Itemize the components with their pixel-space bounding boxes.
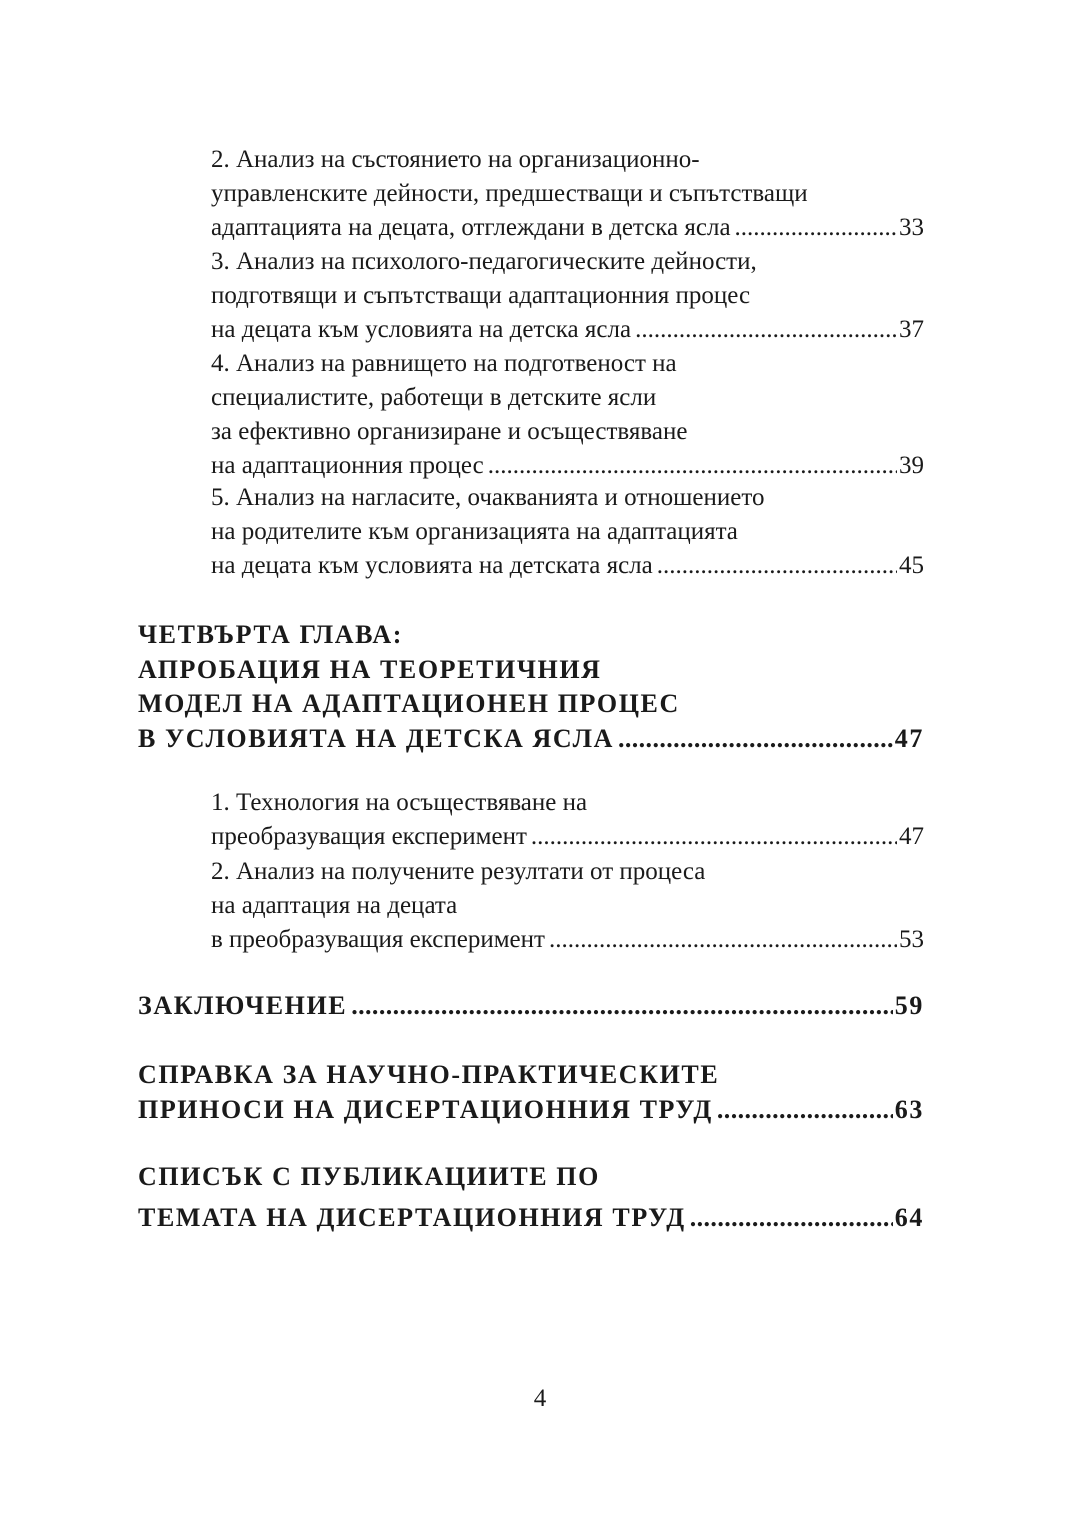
toc-line: 4. Анализ на равнището на подготвеност на (211, 350, 677, 377)
toc-page-number: 37 (899, 316, 924, 343)
toc-entry-title: на децата към условията на детска ясла (211, 316, 632, 343)
toc-page-number: 59 (894, 991, 924, 1020)
toc-conclusion[interactable] (138, 989, 924, 1024)
toc-line: 1. Технология на осъществяване на (211, 789, 588, 816)
toc-page-number: 47 (899, 823, 924, 850)
toc-line: 2. Анализ на състоянието на организационно- (211, 146, 700, 173)
toc-line: на родителите към организацията на адаптацията (211, 518, 738, 545)
dot-leader (351, 989, 893, 1024)
toc-page-number: 47 (894, 724, 924, 754)
chapter-heading-line: ЧЕТВЪРТА ГЛАВА: (138, 620, 404, 649)
dot-leader (549, 923, 897, 957)
toc-page-number: 64 (894, 1202, 924, 1232)
toc-line: 2. Анализ на получените резултати от процеса (211, 858, 706, 885)
toc-line: 3. Анализ на психолого-педагогическите дейности, (211, 248, 757, 275)
toc-page-number: 39 (899, 452, 924, 479)
toc-line: на адаптация на децата (211, 892, 458, 919)
chapter-heading-line: МОДЕЛ НА АДАПТАЦИОНЕН ПРОЦЕС (138, 689, 680, 719)
toc-item-3-4[interactable] (211, 347, 924, 483)
toc-line: за ефективно организиране и осъществяване (211, 418, 688, 445)
toc-entry-title: В УСЛОВИЯТА НА ДЕТСКА ЯСЛА (138, 724, 614, 754)
toc-page-number: 33 (899, 214, 924, 241)
dot-leader (488, 449, 897, 483)
toc-entry-row (211, 549, 924, 583)
toc-entry-row (211, 820, 924, 854)
toc-entry-title: на децата към условията на детската ясла (211, 552, 653, 579)
dot-leader (690, 1201, 893, 1236)
toc-entry-row (138, 989, 924, 1024)
dot-leader (635, 313, 897, 347)
toc-entry-title: на адаптационния процес (211, 452, 484, 479)
toc-page-number: 45 (899, 552, 924, 579)
page-number: 4 (533, 1385, 547, 1412)
toc-entry-row (138, 1201, 924, 1236)
toc-entry-row (211, 449, 924, 483)
toc-line: подготвящи и съпътстващи адаптационния процес (211, 282, 751, 309)
toc-publications[interactable] (138, 1160, 924, 1235)
toc-entry-title: ЗАКЛЮЧЕНИЕ (138, 991, 348, 1020)
toc-entry-title: в преобразуващия експеримент (211, 926, 545, 953)
chapter-heading-line: АПРОБАЦИЯ НА ТЕОРЕТИЧНИЯ (138, 654, 602, 684)
toc-item-4-2[interactable] (211, 855, 924, 957)
toc-item-3-3[interactable] (211, 245, 924, 347)
dot-leader (735, 211, 897, 245)
toc-entry-title: преобразуващия експеримент (211, 823, 527, 850)
toc-page-number: 63 (894, 1094, 924, 1124)
chapter-heading-line: СПРАВКА ЗА НАУЧНО-ПРАКТИЧЕСКИТЕ (138, 1060, 720, 1089)
toc-item-3-2[interactable] (211, 143, 924, 245)
dot-leader (717, 1093, 893, 1128)
toc-line: управленските дейности, предшестващи и съпътстващи (211, 180, 808, 207)
toc-contributions[interactable] (138, 1058, 924, 1127)
toc-entry-row (211, 211, 924, 245)
toc-entry-row (138, 722, 924, 757)
toc-entry-row (211, 313, 924, 347)
chapter-heading-line: СПИСЪК С ПУБЛИКАЦИИТЕ ПО (138, 1162, 600, 1191)
toc-line: 5. Анализ на нагласите, очакванията и отношението (211, 484, 765, 511)
dot-leader (657, 549, 897, 583)
toc-entry-title: ПРИНОСИ НА ДИСЕРТАЦИОННИЯ ТРУД (138, 1094, 713, 1124)
toc-chapter-4[interactable] (138, 618, 924, 757)
toc-entry-title: адаптацията на децата, отглеждани в детска ясла (211, 214, 731, 241)
dot-leader (531, 820, 897, 854)
dot-leader (618, 722, 893, 757)
toc-item-4-1[interactable] (211, 786, 924, 854)
toc-page-number: 53 (899, 926, 924, 953)
toc-entry-row (138, 1093, 924, 1128)
toc-line: специалистите, работещи в детските ясли (211, 384, 657, 411)
toc-entry-title: ТЕМАТА НА ДИСЕРТАЦИОННИЯ ТРУД (138, 1202, 686, 1232)
toc-entry-row (211, 923, 924, 957)
toc-item-3-5[interactable] (211, 481, 924, 583)
